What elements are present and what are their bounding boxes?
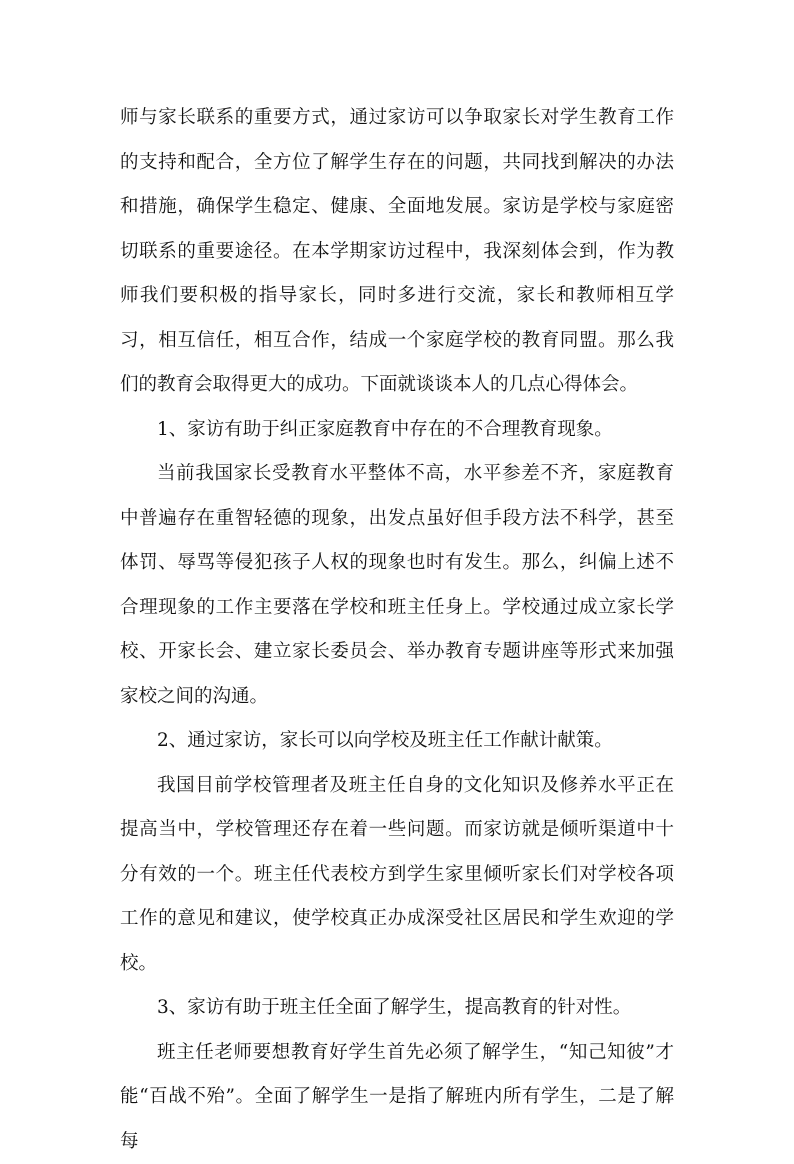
paragraph-2: 我国目前学校管理者及班主任自身的文化知识及修养水平正在提高当中，学校管理还存在着一些问题。而家访就是倾听渠道中十分有效的一个。班主任代表校方到学生家里倾听家长们对学校各项工作的意见和建议，使学校真正办成深受社区居民和学生欢迎的学校。 (120, 764, 674, 987)
section-heading-1: 1、家访有助于纠正家庭教育中存在的不合理教育现象。 (120, 408, 674, 453)
section-heading-3: 3、家访有助于班主任全面了解学生，提高教育的针对性。 (120, 986, 674, 1031)
paragraph-1: 当前我国家长受教育水平整体不高，水平参差不齐，家庭教育中普遍存在重智轻德的现象，出发点虽好但手段方法不科学，甚至体罚、辱骂等侵犯孩子人权的现象也时有发生。那么，纠偏上述不合理现象的工作主要落在学校和班主任身上。学校通过成立家长学校、开家长会、建立家长委员会、举办教育专题讲座等形式来加强家校之间的沟通。 (120, 452, 674, 719)
document-body (120, 96, 674, 1164)
paragraph-3: 班主任老师要想教育好学生首先必须了解学生，“知己知彼”才能“百战不殆”。全面了解学生一是指了解班内所有学生，二是了解每 (120, 1031, 674, 1164)
paragraph-continuation: 师与家长联系的重要方式，通过家访可以争取家长对学生教育工作的支持和配合，全方位了解学生存在的问题，共同找到解决的办法和措施，确保学生稳定、健康、全面地发展。家访是学校与家庭密切联系的重要途径。在本学期家访过程中，我深刻体会到，作为教师我们要积极的指导家长，同时多进行交流，家长和教师相互学习，相互信任，相互合作，结成一个家庭学校的教育同盟。那么我们的教育会取得更大的成功。下面就谈谈本人的几点心得体会。 (120, 96, 674, 408)
section-heading-2: 2、通过家访，家长可以向学校及班主任工作献计献策。 (120, 719, 674, 764)
